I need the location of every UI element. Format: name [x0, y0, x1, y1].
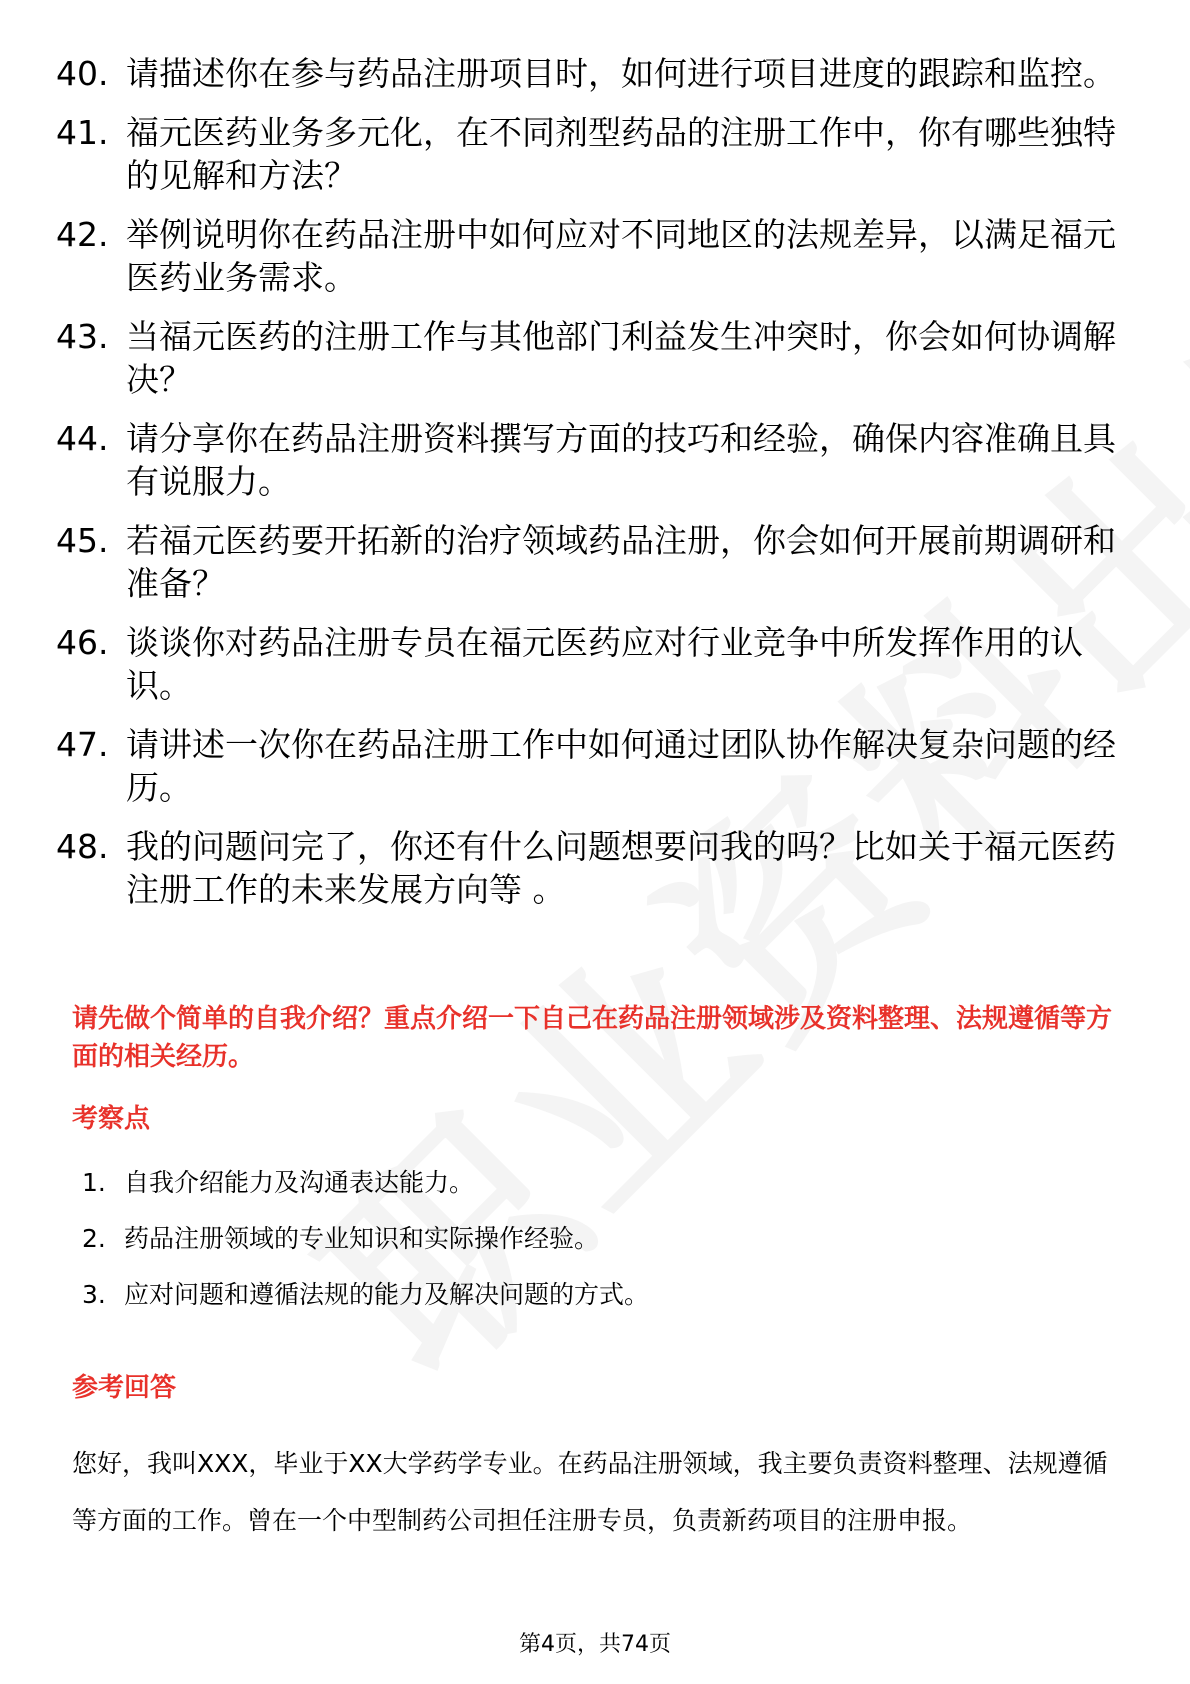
point-number: 2. — [82, 1224, 106, 1253]
question-number: 42. — [56, 215, 109, 254]
list-item — [82, 1163, 649, 1219]
list-item — [56, 315, 1136, 401]
list-item — [56, 621, 1136, 707]
question-number: 43. — [56, 317, 109, 356]
question-number: 41. — [56, 113, 109, 152]
question-number: 46. — [56, 623, 109, 662]
list-item — [56, 723, 1136, 809]
question-text: 当福元医药的注册工作与其他部门利益发生冲突时，你会如何协调解决？ — [126, 317, 1116, 399]
points-list — [82, 1163, 649, 1331]
list-item — [56, 111, 1136, 197]
question-list — [56, 52, 1136, 927]
question-number: 40. — [56, 54, 109, 93]
question-number: 45. — [56, 521, 109, 560]
list-item — [56, 52, 1136, 95]
list-item — [82, 1219, 649, 1275]
page-footer: 第4页，共74页 — [519, 1632, 671, 1657]
question-text: 我的问题问完了，你还有什么问题想要问我的吗？比如关于福元医药注册工作的未来发展方向等 。 — [126, 827, 1116, 909]
highlight-question: 请先做个简单的自我介绍？重点介绍一下自己在药品注册领域涉及资料整理、法规遵循等方面的相关经历。 — [72, 1004, 1113, 1072]
points-heading: 考察点 — [72, 1104, 151, 1134]
point-number: 3. — [82, 1280, 106, 1309]
question-number: 44. — [56, 419, 109, 458]
list-item — [56, 825, 1136, 911]
question-number: 48. — [56, 827, 109, 866]
point-number: 1. — [82, 1168, 106, 1197]
list-item — [56, 519, 1136, 605]
question-text: 举例说明你在药品注册中如何应对不同地区的法规差异，以满足福元医药业务需求。 — [126, 215, 1116, 297]
list-item — [56, 417, 1136, 503]
point-text: 自我介绍能力及沟通表达能力。 — [124, 1168, 475, 1197]
question-text: 请描述你在参与药品注册项目时，如何进行项目进度的跟踪和监控。 — [126, 54, 1116, 93]
list-item — [82, 1275, 649, 1331]
question-number: 47. — [56, 725, 109, 764]
list-item — [56, 213, 1136, 299]
answer-heading: 参考回答 — [72, 1373, 177, 1403]
question-text: 请分享你在药品注册资料撰写方面的技巧和经验，确保内容准确且具有说服力。 — [126, 419, 1116, 501]
answer-text: 您好，我叫XXX，毕业于XX大学药学专业。在药品注册领域，我主要负责资料整理、法规遵循等方面的工作。曾在一个中型制药公司担任注册专员，负责新药项目的注册申报。 — [72, 1449, 1108, 1535]
question-text: 请讲述一次你在药品注册工作中如何通过团队协作解决复杂问题的经历。 — [126, 725, 1116, 807]
point-text: 应对问题和遵循法规的能力及解决问题的方式。 — [124, 1280, 650, 1309]
point-text: 药品注册领域的专业知识和实际操作经验。 — [124, 1224, 600, 1253]
question-text: 谈谈你对药品注册专员在福元医药应对行业竞争中所发挥作用的认识。 — [126, 623, 1083, 705]
question-text: 福元医药业务多元化，在不同剂型药品的注册工作中，你有哪些独特的见解和方法？ — [126, 113, 1116, 195]
question-text: 若福元医药要开拓新的治疗领域药品注册，你会如何开展前期调研和准备？ — [126, 521, 1116, 603]
